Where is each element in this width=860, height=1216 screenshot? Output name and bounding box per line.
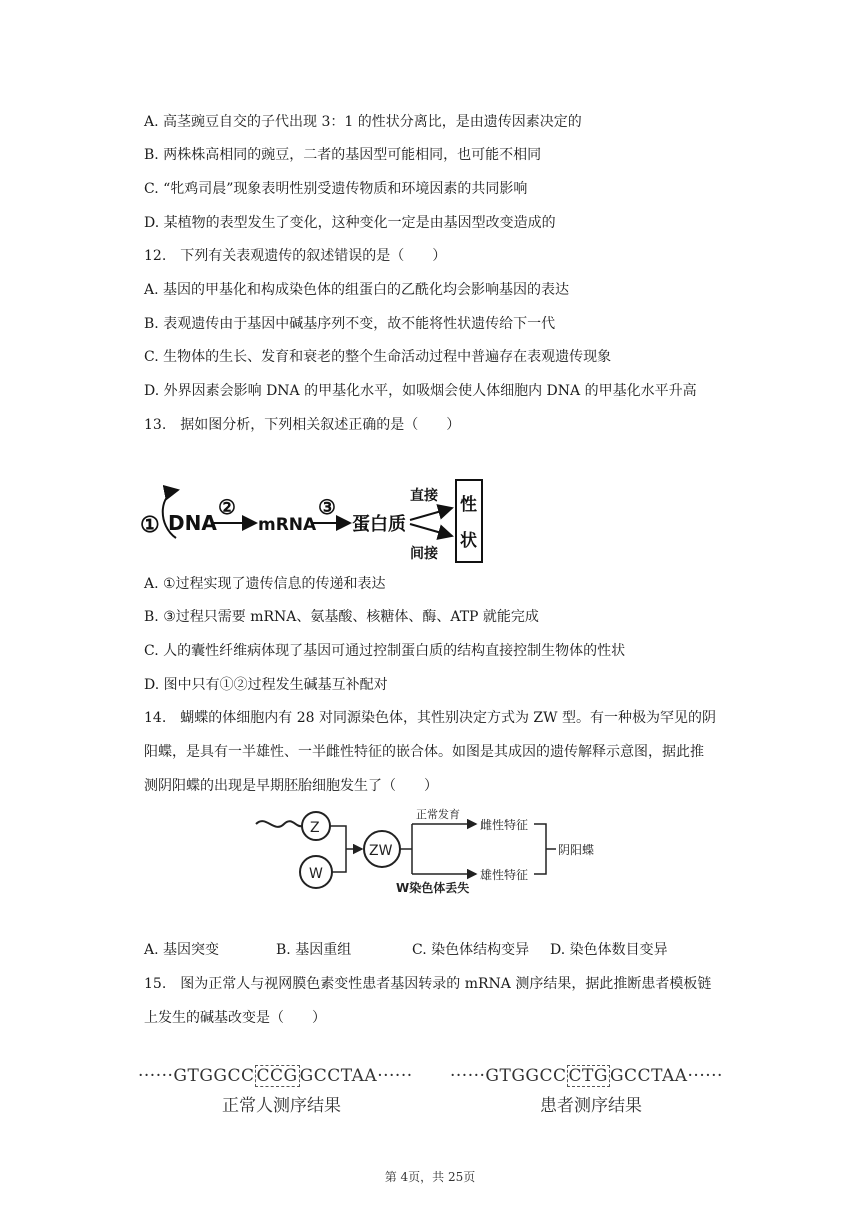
mrna-label: mRNA <box>258 515 317 535</box>
fusion-bracket <box>330 826 346 872</box>
q14-option-d: D. 染色体数目变异 <box>550 942 668 958</box>
merge-bracket <box>534 824 546 874</box>
normal-sequence <box>138 1066 413 1086</box>
step2-label: ② <box>218 495 236 519</box>
q13-option-c: C. 人的囊性纤维病体现了基因可通过控制蛋白质的结构直接控制生物体的性状 <box>144 643 626 659</box>
q12-option-d: D. 外界因素会影响 DNA 的甲基化水平，如吸烟会使人体细胞内 DNA 的甲基化水平升高 <box>144 383 697 399</box>
q12-option-a: A. 基因的甲基化和构成染色体的组蛋白的乙酰化均会影响基因的表达 <box>144 282 570 298</box>
patient-sequence-label: 患者测序结果 <box>540 1096 642 1116</box>
q14-stem-line-3: 测阴阳蝶的出现是早期胚胎细胞发生了（ ） <box>144 778 438 794</box>
direct-arrow <box>410 508 452 520</box>
patient-seq-prefix: ······GTGGCC <box>450 1066 567 1086</box>
q13-option-b: B. ③过程只需要 mRNA、氨基酸、核糖体、酶、ATP 就能完成 <box>144 609 539 625</box>
q13-stem: 13. 据如图分析，下列相关叙述正确的是（ ） <box>144 417 461 433</box>
q14-option-c: C. 染色体结构变异 <box>412 942 530 958</box>
q14-stem-line-2: 阳蝶，是具有一半雄性、一半雌性特征的嵌合体。如图是其成因的遗传解释示意图，据此推 <box>144 744 704 760</box>
z-label: Z <box>310 820 320 836</box>
gynandromorph-label: 阴阳蝶 <box>558 843 595 857</box>
w-loss-label: W染色体丢失 <box>396 881 470 895</box>
q11-option-a: A. 高茎豌豆自交的子代出现 3：1 的性状分离比，是由遗传因素决定的 <box>144 114 582 130</box>
normal-seq-boxed-codon: CCG <box>256 1066 298 1086</box>
normal-seq-prefix: ······GTGGCC <box>138 1066 255 1086</box>
female-trait-label: 雌性特征 <box>480 818 529 832</box>
q13-flow-diagram <box>138 476 488 566</box>
male-trait-label: 雄性特征 <box>480 868 529 882</box>
q11-option-b: B. 两株株高相同的豌豆，二者的基因型可能相同，也可能不相同 <box>144 147 542 163</box>
q14-option-b: B. 基因重组 <box>276 942 352 958</box>
sperm-tail <box>256 821 302 827</box>
q14-butterfly-diagram <box>250 802 620 900</box>
q12-option-c: C. 生物体的生长、发育和衰老的整个生命活动过程中普遍存在表观遗传现象 <box>144 349 612 365</box>
q12-option-b: B. 表观遗传由于基因中碱基序列不变，故不能将性状遗传给下一代 <box>144 316 556 332</box>
zw-label: ZW <box>369 843 393 859</box>
q14-options <box>144 940 668 960</box>
dna-label: DNA <box>168 511 217 535</box>
q14-stem-line-1: 14. 蝴蝶的体细胞内有 28 对同源染色体，其性别决定方式为 ZW 型。有一种极为罕见的阴 <box>144 710 716 726</box>
indirect-arrow <box>410 524 452 536</box>
patient-seq-boxed-codon: CTG <box>568 1066 608 1086</box>
q11-option-c: C. “牝鸡司晨”现象表明性别受遗传物质和环境因素的共同影响 <box>144 181 528 197</box>
q12-stem: 12. 下列有关表观遗传的叙述错误的是（ ） <box>144 248 447 264</box>
q11-option-d: D. 某植物的表型发生了变化，这种变化一定是由基因型改变造成的 <box>144 215 556 231</box>
step3-label: ③ <box>318 495 336 519</box>
q13-option-d: D. 图中只有①②过程发生碱基互补配对 <box>144 677 388 693</box>
trait-label-2: 状 <box>460 531 477 551</box>
trait-label-1: 性 <box>460 495 477 515</box>
q15-stem-line-2: 上发生的碱基改变是（ ） <box>144 1010 326 1026</box>
indirect-label: 间接 <box>410 546 438 562</box>
q14-option-a: A. 基因突变 <box>144 942 220 958</box>
patient-sequence <box>450 1066 723 1086</box>
w-label: W <box>309 866 323 882</box>
page-footer: 第 4页，共 25页 <box>384 1170 476 1184</box>
patient-seq-suffix: GCCTAA······ <box>609 1066 723 1086</box>
direct-label: 直接 <box>410 488 438 504</box>
q13-option-a: A. ①过程实现了遗传信息的传递和表达 <box>144 576 386 592</box>
step1-label: ① <box>140 512 160 538</box>
q15-stem-line-1: 15. 图为正常人与视网膜色素变性患者基因转录的 mRNA 测序结果，据此推断患者模板链 <box>144 976 712 992</box>
protein-label: 蛋白质 <box>352 514 406 535</box>
normal-development-label: 正常发育 <box>416 808 460 821</box>
normal-sequence-label: 正常人测序结果 <box>222 1096 341 1116</box>
normal-seq-suffix: GCCTAA······ <box>299 1066 413 1086</box>
